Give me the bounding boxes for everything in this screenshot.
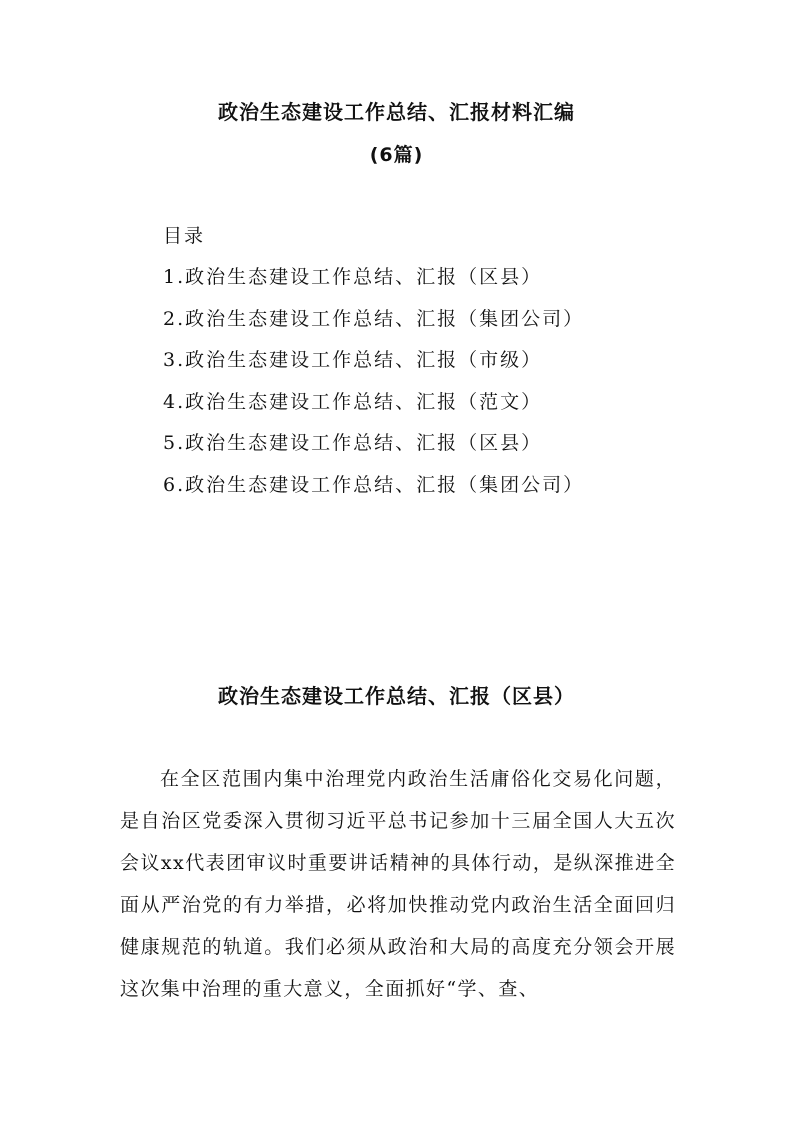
body-paragraph: 在全区范围内集中治理党内政治生活庸俗化交易化问题，是自治区党委深入贯彻习近平总书记参加十三届全国人大五次会议xx代表团审议时重要讲话精神的具体行动，是纵深推进全面从严治党的有力举措，必将加快推动党内政治生活全面回归健康规范的轨道。我们必须从政治和大局的高度充分领会开展这次集中治理的重大意义，全面抓好“学、查、 (120, 768, 676, 1000)
toc-item: 2.政治生态建设工作总结、汇报（集团公司） (163, 307, 585, 330)
toc-list (163, 263, 584, 512)
document-title: 政治生态建设工作总结、汇报材料汇编 (218, 100, 575, 124)
toc-item: 4.政治生态建设工作总结、汇报（范文） (163, 390, 543, 413)
toc-item: 6.政治生态建设工作总结、汇报（集团公司） (163, 473, 585, 496)
toc-item: 5.政治生态建设工作总结、汇报（区县） (163, 432, 543, 454)
toc-heading: 目录 (163, 225, 206, 247)
document-subtitle: (6篇) (369, 144, 424, 166)
table-of-contents (163, 222, 584, 512)
section-title: 政治生态建设工作总结、汇报（区县） (218, 684, 575, 708)
toc-item: 3.政治生态建设工作总结、汇报（市级） (163, 349, 543, 371)
toc-item: 1.政治生态建设工作总结、汇报（区县） (163, 266, 543, 288)
